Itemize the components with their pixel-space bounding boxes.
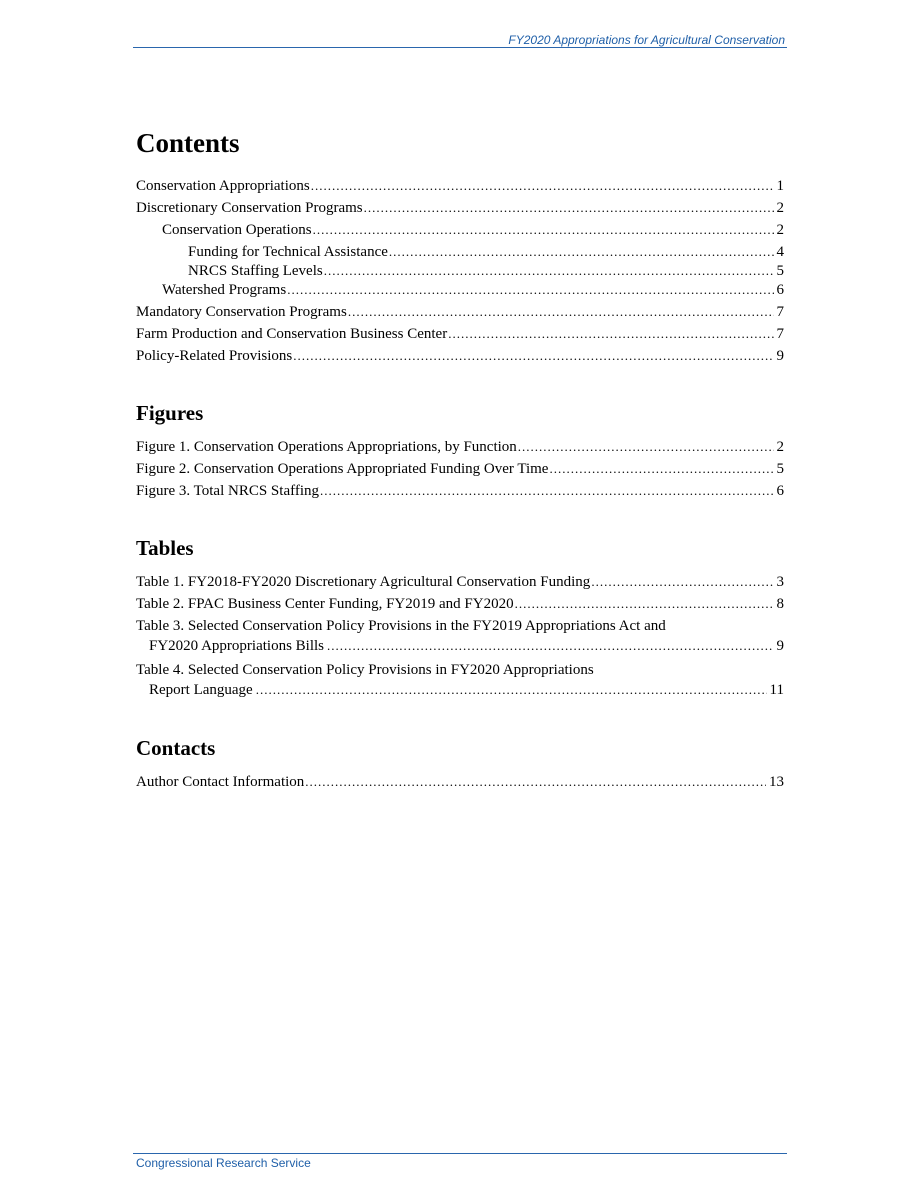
header-rule — [133, 47, 787, 48]
figure-entry[interactable] — [136, 437, 784, 456]
toc-leader — [313, 220, 774, 240]
toc-leader — [320, 481, 774, 501]
toc-entry-label: Discretionary Conservation Programs — [136, 200, 363, 216]
toc-leader — [287, 280, 773, 300]
table-entry-continuation — [136, 680, 784, 700]
toc-leader — [256, 680, 767, 700]
toc-entry[interactable] — [136, 242, 784, 260]
toc-leader — [348, 302, 774, 322]
table-entry-label-line1: Table 3. Selected Conservation Policy Provisions in the FY2019 Appropriations Act and — [136, 618, 666, 634]
figure-entry-page: 5 — [776, 461, 784, 477]
toc-entry-label: Mandatory Conservation Programs — [136, 304, 347, 320]
running-header: FY2020 Appropriations for Agricultural Conservation — [508, 33, 785, 47]
contact-entry[interactable] — [136, 772, 784, 791]
figure-entry-page: 2 — [776, 439, 784, 455]
contacts-heading: Contacts — [136, 736, 216, 760]
toc-leader — [293, 346, 773, 366]
toc-entry-label: Watershed Programs — [162, 282, 287, 298]
table-entry-label: Table 1. FY2018-FY2020 Discretionary Agricultural Conservation Funding — [136, 574, 591, 590]
toc-entry-label: Funding for Technical Assistance — [188, 244, 388, 260]
table-entry-page: 8 — [776, 596, 784, 612]
figure-entry-label: Figure 2. Conservation Operations Appropriated Funding Over Time — [136, 461, 549, 477]
toc-entry-page: 1 — [776, 178, 784, 194]
toc-leader — [518, 437, 774, 457]
table-entry-label-line1: Table 4. Selected Conservation Policy Provisions in FY2020 Appropriations — [136, 662, 594, 678]
footer-org: Congressional Research Service — [136, 1156, 311, 1170]
toc-leader — [591, 572, 773, 592]
footer-rule — [133, 1153, 787, 1154]
toc-entry-page: 7 — [776, 304, 784, 320]
toc-entry-page: 4 — [776, 244, 784, 260]
toc-entry[interactable] — [136, 220, 784, 239]
toc-entry-page: 9 — [776, 348, 784, 364]
toc-leader — [305, 772, 766, 792]
toc-entry-label: Conservation Appropriations — [136, 178, 310, 194]
tables-section — [136, 534, 784, 700]
figure-entry[interactable] — [136, 481, 784, 500]
toc-entry-label: Conservation Operations — [162, 222, 312, 238]
toc-leader — [311, 176, 774, 196]
toc-entry-page: 2 — [776, 200, 784, 216]
toc-leader — [364, 198, 774, 218]
toc-entry-label: Farm Production and Conservation Business Center — [136, 326, 448, 342]
figure-entry-page: 6 — [776, 483, 784, 499]
table-entry-continuation — [136, 636, 784, 656]
toc-entry[interactable] — [136, 302, 784, 321]
figures-section — [136, 399, 784, 500]
table-entry-page: 11 — [769, 682, 784, 698]
contact-entry-page: 13 — [769, 774, 784, 790]
toc-entry-label: NRCS Staffing Levels — [188, 263, 323, 279]
toc-leader — [327, 636, 773, 656]
contacts-section — [136, 734, 784, 791]
figure-entry-label: Figure 1. Conservation Operations Appropriations, by Function — [136, 439, 517, 455]
toc-leader — [448, 324, 773, 344]
contents-heading: Contents — [136, 128, 240, 158]
toc-leader — [389, 242, 774, 262]
figure-entry[interactable] — [136, 459, 784, 478]
toc-entry[interactable] — [136, 198, 784, 217]
table-entry-label: Table 2. FPAC Business Center Funding, FY2019 and FY2020 — [136, 596, 514, 612]
tables-heading: Tables — [136, 536, 194, 560]
toc-entry-label: Policy-Related Provisions — [136, 348, 293, 364]
toc-leader — [515, 594, 774, 614]
toc-entry-page: 2 — [776, 222, 784, 238]
toc-entry[interactable] — [136, 324, 784, 343]
contents-list — [136, 176, 784, 365]
table-entry[interactable] — [136, 616, 784, 656]
toc-entry-page: 5 — [776, 263, 784, 279]
toc-entry[interactable] — [136, 176, 784, 195]
figures-heading: Figures — [136, 401, 204, 425]
table-entry-label-line2: FY2020 Appropriations Bills — [149, 638, 325, 654]
table-entry-page: 3 — [776, 574, 784, 590]
toc-entry[interactable] — [136, 280, 784, 299]
table-entry-label-line2: Report Language — [149, 682, 253, 698]
table-of-contents — [136, 124, 784, 794]
toc-entry[interactable] — [136, 346, 784, 365]
toc-entry-page: 7 — [776, 326, 784, 342]
figure-entry-label: Figure 3. Total NRCS Staffing — [136, 483, 319, 499]
toc-entry-page: 6 — [776, 282, 784, 298]
table-entry[interactable] — [136, 594, 784, 613]
table-entry-page: 9 — [776, 638, 784, 654]
toc-leader — [549, 459, 773, 479]
toc-leader — [324, 261, 774, 281]
table-entry[interactable] — [136, 572, 784, 591]
contact-entry-label: Author Contact Information — [136, 774, 305, 790]
toc-entry[interactable] — [136, 261, 784, 279]
table-entry[interactable] — [136, 660, 784, 700]
